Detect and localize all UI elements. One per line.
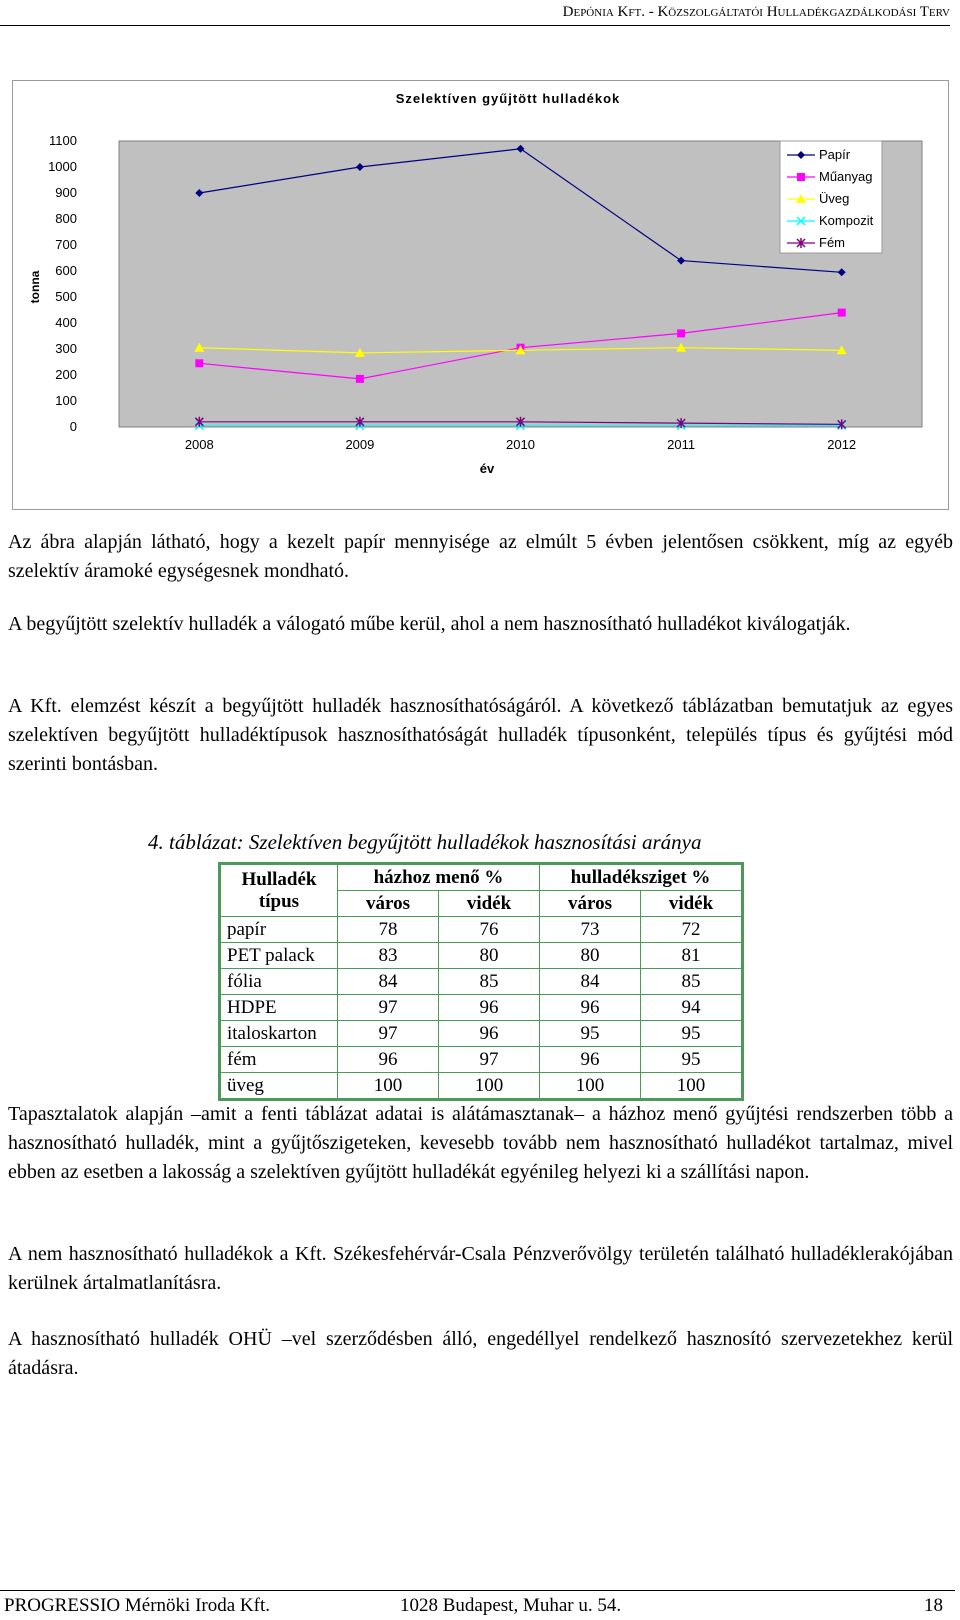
cell-waste-type: fém: [220, 1047, 338, 1073]
legend-label: Műanyag: [819, 169, 873, 184]
cell-value: 97: [338, 1021, 439, 1047]
footer-page-number: 18: [924, 1595, 943, 1616]
header-household: házhoz menő %: [338, 864, 540, 891]
cell-value: 76: [439, 917, 540, 943]
cell-waste-type: papír: [220, 917, 338, 943]
subheader-country-1: vidék: [439, 891, 540, 917]
y-tick-label: 500: [55, 289, 77, 304]
y-axis: [48, 133, 77, 434]
data-point: [195, 359, 203, 367]
paragraph-2: A begyűjtött szelektív hulladék a válogató műbe kerül, ahol a nem hasznosítható hulladékot kiválogatják.: [8, 613, 851, 635]
y-tick-label: 0: [69, 419, 77, 434]
y-tick-label: 300: [55, 341, 77, 356]
legend-label: Fém: [819, 235, 845, 250]
y-tick-label: 600: [55, 263, 77, 278]
recycling-table: [218, 862, 744, 1101]
paragraph-3: A Kft. elemzést készít a begyűjtött hulladék hasznosíthatóságáról. A következő táblázatban bemutatjuk az egyes szelektíven begyűjtött hulladéktípusok hasznosíthatóságát hulladék típusonként, település típus és gyűjtési mód szerinti bontásban.: [8, 695, 953, 775]
chart-title: Szelektíven gyűjtött hulladékok: [395, 91, 621, 106]
subheader-country-2: vidék: [641, 891, 743, 917]
data-point: [677, 329, 685, 337]
cell-value: 96: [540, 995, 641, 1021]
page-footer: [0, 1590, 955, 1616]
y-tick-label: 900: [55, 185, 77, 200]
paragraph-5: A nem hasznosítható hulladékok a Kft. Székesfehérvár-Csala Pénzverővölgy területén található hulladéklerakójában kerülnek ártalmatlanításra.: [8, 1243, 953, 1294]
cell-value: 83: [338, 943, 439, 969]
table-row: [220, 1073, 743, 1100]
table-row: [220, 969, 743, 995]
paragraph-1: Az ábra alapján látható, hogy a kezelt papír mennyisége az elmúlt 5 évben jelentősen csökkent, míg az egyéb szelektív áramoké egységesnek mondható.: [8, 531, 953, 582]
header-island: hulladéksziget %: [540, 864, 743, 891]
cell-value: 80: [439, 943, 540, 969]
x-tick-label: 2011: [667, 437, 696, 452]
y-tick-label: 100: [55, 393, 77, 408]
y-tick-label: 200: [55, 367, 77, 382]
cell-value: 78: [338, 917, 439, 943]
x-axis: [185, 437, 856, 452]
legend-label: Üveg: [819, 191, 850, 206]
cell-value: 94: [641, 995, 743, 1021]
y-tick-label: 700: [55, 237, 77, 252]
cell-value: 95: [641, 1047, 743, 1073]
cell-value: 80: [540, 943, 641, 969]
table-row: [220, 1021, 743, 1047]
table-row: [220, 995, 743, 1021]
table-caption: 4. táblázat: Szelektíven begyűjtött hulladékok hasznosítási aránya: [148, 830, 702, 854]
subheader-city-2: város: [540, 891, 641, 917]
cell-value: 85: [641, 969, 743, 995]
y-tick-label: 800: [55, 211, 77, 226]
y-axis-label: tonna: [28, 270, 42, 304]
cell-value: 84: [338, 969, 439, 995]
cell-value: 97: [338, 995, 439, 1021]
footer-company: PROGRESSIO Mérnöki Iroda Kft.: [4, 1595, 270, 1616]
data-point: [838, 309, 846, 317]
paragraph-4: Tapasztalatok alapján –amit a fenti táblázat adatai is alátámasztanak– a házhoz menő gyűjtési rendszerben több a hasznosítható hulladék, mint a gyűjtőszigeteken, kevesebb tovább nem hasznosítható hulladékot tartalmaz, mivel ebben az esetben a lakosság a szelektíven gyűjtött hulladékát egyénileg helyezi ki a szállítási napon.: [8, 1103, 953, 1183]
cell-value: 96: [439, 1021, 540, 1047]
chart-container: [12, 80, 949, 510]
y-tick-label: 1000: [48, 159, 77, 174]
x-tick-label: 2009: [345, 437, 375, 452]
footer-address: 1028 Budapest, Muhar u. 54.: [400, 1595, 622, 1616]
cell-value: 100: [540, 1073, 641, 1100]
line-chart: [13, 81, 948, 509]
table-header-row: [220, 864, 743, 891]
legend-label: Kompozit: [819, 213, 874, 228]
cell-waste-type: fólia: [220, 969, 338, 995]
table-row: [220, 1047, 743, 1073]
legend: [780, 141, 882, 253]
cell-value: 100: [338, 1073, 439, 1100]
y-tick-label: 1100: [49, 133, 77, 148]
legend-label: Papír: [819, 147, 851, 162]
cell-value: 96: [338, 1047, 439, 1073]
x-tick-label: 2012: [827, 437, 857, 452]
cell-value: 96: [540, 1047, 641, 1073]
cell-value: 96: [439, 995, 540, 1021]
cell-value: 95: [540, 1021, 641, 1047]
legend-marker: [797, 173, 805, 181]
paragraph-6: A hasznosítható hulladék OHÜ –vel szerződésben álló, engedéllyel rendelkező hasznosító szervezetekhez kerül átadásra.: [8, 1328, 953, 1379]
y-tick-label: 400: [55, 315, 77, 330]
data-point: [356, 375, 364, 383]
cell-value: 84: [540, 969, 641, 995]
x-axis-label: év: [479, 461, 495, 476]
table-row: [220, 943, 743, 969]
subheader-city-1: város: [338, 891, 439, 917]
header-title: Depónia Kft. - Közszolgáltatói Hulladékgazdálkodási Terv: [562, 4, 950, 20]
x-tick-label: 2008: [184, 437, 214, 452]
cell-value: 100: [641, 1073, 743, 1100]
cell-value: 72: [641, 917, 743, 943]
cell-waste-type: italoskarton: [220, 1021, 338, 1047]
page-header: [0, 4, 950, 26]
cell-value: 100: [439, 1073, 540, 1100]
cell-value: 95: [641, 1021, 743, 1047]
cell-waste-type: PET palack: [220, 943, 338, 969]
table-row: [220, 917, 743, 943]
cell-value: 81: [641, 943, 743, 969]
cell-waste-type: HDPE: [220, 995, 338, 1021]
x-tick-label: 2010: [506, 437, 535, 452]
cell-waste-type: üveg: [220, 1073, 338, 1100]
header-type: Hulladék típus: [220, 864, 338, 917]
cell-value: 73: [540, 917, 641, 943]
cell-value: 97: [439, 1047, 540, 1073]
cell-value: 85: [439, 969, 540, 995]
